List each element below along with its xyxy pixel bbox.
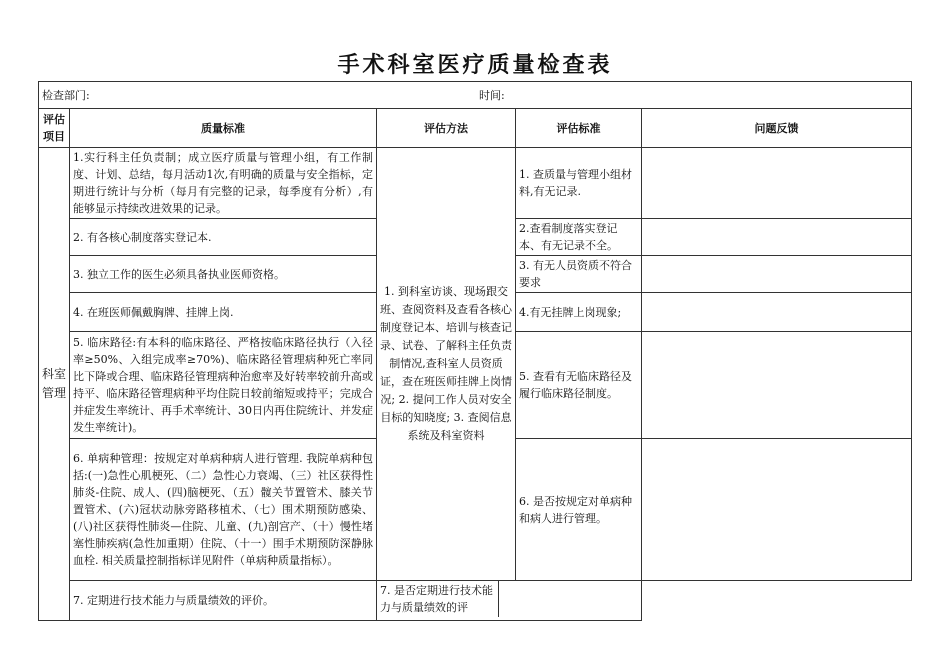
criteria-cell: 1. 查质量与管理小组材料,有无记录.: [516, 148, 642, 219]
standard-cell: 4. 在班医师佩戴胸牌、挂牌上岗.: [70, 293, 377, 332]
feedback-cell[interactable]: [642, 148, 912, 219]
info-row: [39, 82, 912, 109]
criteria-cell: 2.查看制度落实登记本、有无记录不全。: [516, 219, 642, 256]
header-feedback: 问题反馈: [642, 109, 912, 148]
time-label: 时间:: [479, 89, 505, 102]
feedback-cell[interactable]: [642, 332, 912, 439]
standard-cell: 6. 单病种管理：按规定对单病种病人进行管理. 我院单病种包括:(一)急性心肌梗死、（二）急性心力衰竭、（三）社区获得性肺炎-住院、成人、(四)脑梗死、（五）髋关节置管术、膝关节置管术、(六)冠状动脉旁路移植术、（七）围术期预防感染、(八)社区获得性肺炎—住院、儿童、(九)剖宫产、（十）慢性堵塞性肺疾病(急性加重期）住院、（十一）围手术期预防深静脉血栓. 相关质量控制指标详见附件（单病种质量指标）。: [70, 439, 377, 581]
standard-cell: 5. 临床路径:有本科的临床路径、严格按临床路径执行（入径率≥50%、入组完成率≥70%)、临床路径管理病种死亡率同比下降或合理、临床路径管理病种治愈率及好转率较前升高或持平、临床路径管理病种平均住院日较前缩短或持平；完成合并症发生率统计、再手术率统计、30日内再住院统计、并发症发生率统计)。: [70, 332, 377, 439]
method-cell: 1. 到科室访谈、现场跟交班、查阅资料及查看各核心制度登记本、培训与核查记录、试卷、了解科主任负责制情况,查科室人员资质证，查在班医师挂牌上岗情况; 2. 提问工作人员对安全目标的知晓度; 3. 查阅信息系统及科室资料: [377, 148, 516, 581]
standard-cell: 1.实行科主任负责制；成立医疗质量与管理小组，有工作制度、计划、总结，每月活动1次,有明确的质量与安全指标，定期进行统计与分析（每月有完整的记录，每季度有分析）,有能够显示持续改进效果的记录。: [70, 148, 377, 219]
table-row: [39, 581, 912, 621]
feedback-cell[interactable]: [642, 293, 912, 332]
dept-label: 检查部门:: [42, 88, 90, 102]
standard-cell: 2. 有各核心制度落实登记本.: [70, 219, 377, 256]
page-title: 手术科室医疗质量检查表: [337, 53, 613, 78]
standard-cell: 7. 定期进行技术能力与质量绩效的评价。: [70, 581, 377, 621]
header-criteria: 评估标准: [516, 109, 642, 148]
feedback-cell[interactable]: [642, 256, 912, 293]
feedback-cell[interactable]: [642, 219, 912, 256]
header-row: [39, 109, 912, 148]
standard-cell: 3. 独立工作的医生必须具备执业医师资格。: [70, 256, 377, 293]
info-cell[interactable]: [39, 82, 912, 109]
criteria-cell: 7. 是否定期进行技术能力与质量绩效的评: [377, 581, 499, 617]
header-method: 评估方法: [377, 109, 516, 148]
criteria-cell: 5. 查看有无临床路径及履行临床路径制度。: [516, 332, 642, 439]
criteria-cell: 3. 有无人员资质不符合要求: [516, 256, 642, 293]
feedback-cell[interactable]: [642, 439, 912, 581]
feedback-cell[interactable]: [499, 581, 641, 617]
table-row: [39, 148, 912, 219]
header-standard: 质量标准: [70, 109, 377, 148]
category-cell: 科室管理: [39, 148, 70, 621]
header-category: 评估项目: [39, 109, 70, 148]
criteria-feedback-cell: [377, 581, 642, 621]
criteria-cell: 4.有无挂牌上岗现象;: [516, 293, 642, 332]
criteria-cell: 6. 是否按规定对单病种和病人进行管理。: [516, 439, 642, 581]
quality-check-table: [38, 81, 912, 621]
